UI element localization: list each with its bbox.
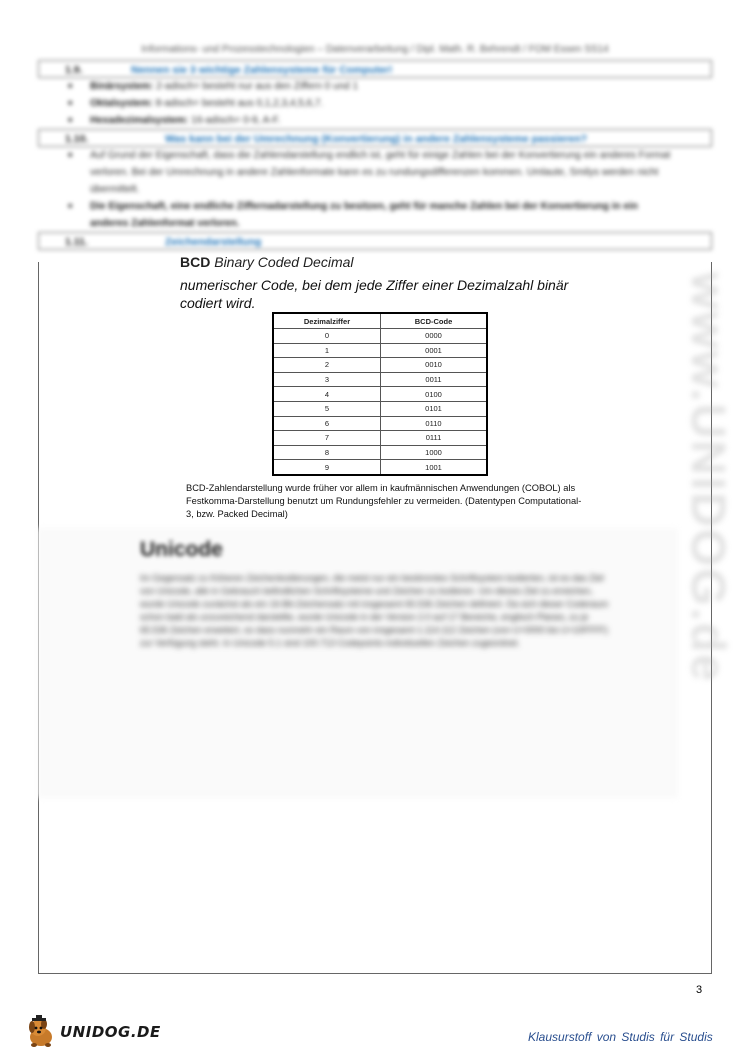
question-heading [38, 60, 712, 78]
bullet-term: Die Eigenschaft, eine endliche Ziffernadarstellung zu besitzen, geht für manche Zahlen bei der Konvertierung in ein anderes Zahlenformat verloren. [90, 201, 638, 229]
bcd-description: numerischer Code, bei dem jede Ziffer einer Dezimalzahl binär codiert wird. [180, 277, 569, 311]
bcd-code-cell: 0001 [381, 343, 488, 358]
bullet-term: Binärsystem: [90, 81, 154, 92]
running-header: Informations- und Prozesstechnologien – Datenverarbeitung / Dipl. Math. R. Behrendt / FOM Essen SS14 [141, 44, 609, 55]
column-header: Dezimalziffer [273, 313, 381, 329]
bullet-text: 16-adisch= 0-9, A-F. [191, 115, 281, 126]
logo-text: UNIDOG.DE [60, 1023, 161, 1041]
table-row [273, 387, 487, 402]
table-row [273, 329, 487, 344]
answer-bullet [38, 95, 712, 112]
table-header-row [273, 313, 487, 329]
dog-icon [24, 1015, 58, 1049]
decimal-digit-cell: 1 [273, 343, 381, 358]
bullet-term: Hexadezimalsystem: [90, 115, 189, 126]
bcd-code-cell: 1001 [381, 460, 488, 475]
bcd-code-cell: 0110 [381, 416, 488, 431]
question-title: Was kann bei der Umrechnung (Konvertierung) in andere Zahlensysteme passieren? [165, 133, 588, 145]
question-heading [38, 129, 712, 147]
page-number: 3 [696, 984, 703, 996]
table-row [273, 431, 487, 446]
bullet-text: Auf Grund der Eigenschaft, dass die Zahlendarstellung endlich ist, geht für einige Zahlen bei der Konvertierung ein anderes Format verloren. Bei der Umrechnung in andere Zahlenformate kann es zu rundungsdifferenzen kommen. Umlaute, Smilys werden nicht übermittelt. [90, 150, 671, 195]
bullet-term: Oktalsystem: [90, 98, 153, 109]
bullet-text: 8-adisch= besteht aus 0,1,2,3,4,5,6,7. [155, 98, 324, 109]
question-number: 1.9. [65, 64, 83, 76]
table-row [273, 416, 487, 431]
bcd-code-cell: 0101 [381, 401, 488, 416]
table-row [273, 445, 487, 460]
answer-bullet [38, 78, 712, 95]
bcd-title [180, 254, 354, 270]
question-number: 1.11. [65, 236, 88, 248]
decimal-digit-cell: 3 [273, 372, 381, 387]
bcd-code-cell: 0111 [381, 431, 488, 446]
bcd-abbr: BCD [180, 254, 211, 270]
table-row [273, 358, 487, 373]
decimal-digit-cell: 6 [273, 416, 381, 431]
table-row [273, 372, 487, 387]
bcd-code-cell: 0011 [381, 372, 488, 387]
table-row [273, 460, 487, 475]
footer-tagline: Klausurstoff von Studis für Studis [528, 1030, 713, 1044]
decimal-digit-cell: 5 [273, 401, 381, 416]
decimal-digit-cell: 0 [273, 329, 381, 344]
question-number: 1.10. [65, 133, 89, 145]
question-block [38, 60, 712, 250]
bullet-text: 2-adisch= besteht nur aus den Ziffern 0 und 1 [156, 81, 359, 92]
decimal-digit-cell: 7 [273, 431, 381, 446]
bcd-code-cell: 0100 [381, 387, 488, 402]
bcd-table [272, 312, 488, 476]
question-title: Nennen sie 3 wichtige Zahlensysteme für Computer! [131, 64, 393, 76]
question-title: Zeichendarstellung [165, 236, 262, 248]
unidog-logo [24, 1014, 161, 1050]
answer-bullet [38, 198, 712, 232]
answer-bullet [38, 147, 712, 198]
bcd-code-cell: 1000 [381, 445, 488, 460]
watermark [680, 262, 734, 782]
decimal-digit-cell: 8 [273, 445, 381, 460]
unicode-heading: Unicode [140, 538, 223, 561]
column-header: BCD-Code [381, 313, 488, 329]
watermark-text: www.UNIDOG.de [681, 272, 734, 683]
bcd-code-cell: 0010 [381, 358, 488, 373]
bcd-note: BCD-Zahlendarstellung wurde früher vor allem in kaufmännischen Anwendungen (COBOL) als Festkomma-Darstellung benutzt um Rundungsfehler zu vermeiden. (Datentypen Computational-3, bzw. Packed Decimal) [186, 483, 582, 519]
bcd-code-cell: 0000 [381, 329, 488, 344]
bcd-title-rest: Binary Coded Decimal [210, 254, 354, 270]
table-row [273, 401, 487, 416]
unicode-paragraph: Im Gegensatz zu früheren Zeichenkodierungen, die meist nur ein bestimmtes Schriftsystem kodierten, ist es das Ziel von Unicode, alle in Gebrauch befindlichen Schriftsysteme und Zeichen zu kodieren. Um dieses Ziel zu erreichen, wurde Unicode zunächst als ein 16-Bit-Zeichensatz mit insgesamt 65.536 Zeichen definiert. Da sich dieser Coderaum schon bald als unzureichend darstellte, wurde Unicode in der Version 2.0 auf 17 Bereiche, englisch Planes, zu je 65.536 Zeichen erweitert, so dass nunmehr ein Raum von insgesamt 1.114.112 Zeichen (von U+0000 bis U+10FFFF) zur Verfügung steht. In Unicode 5.1 sind 100.713 Codepoints individuellen Zeichen zugeordnet. [140, 573, 609, 648]
decimal-digit-cell: 9 [273, 460, 381, 475]
unicode-section-background [38, 528, 678, 798]
question-heading [38, 232, 712, 250]
answer-bullet [38, 112, 712, 129]
decimal-digit-cell: 2 [273, 358, 381, 373]
decimal-digit-cell: 4 [273, 387, 381, 402]
table-row [273, 343, 487, 358]
